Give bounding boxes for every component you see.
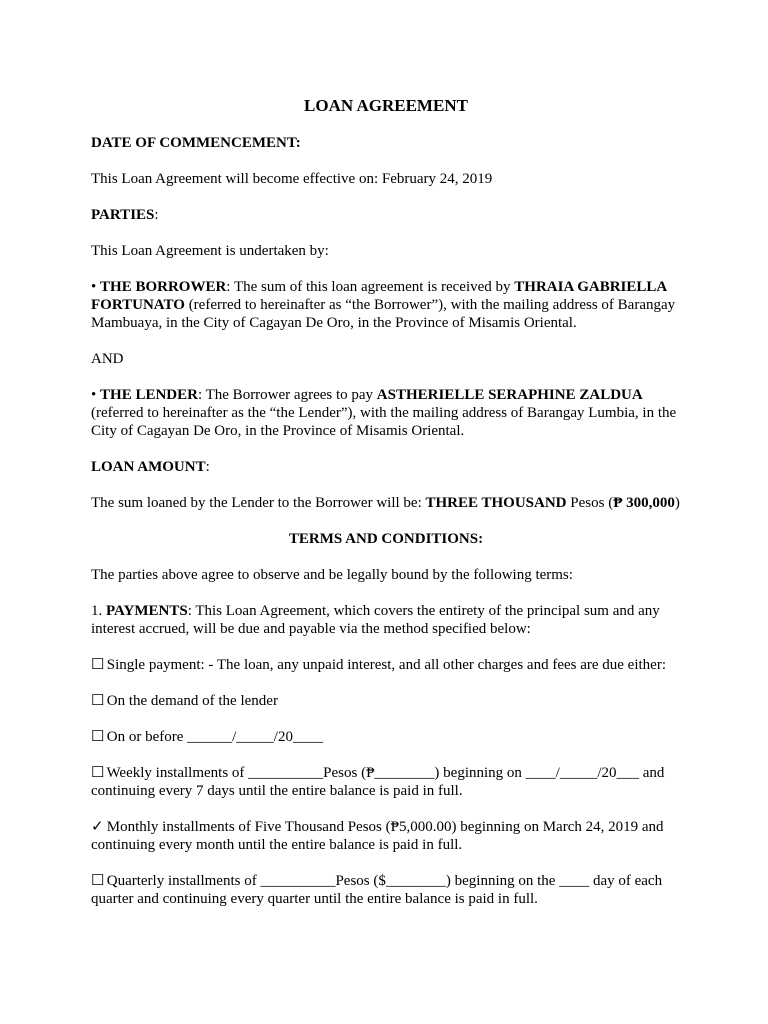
checkbox-unchecked-icon[interactable]: ☐ bbox=[91, 693, 105, 709]
payment-option-single: ☐ Single payment: - The loan, any unpaid interest, and all other charges and fees are due either: bbox=[91, 657, 666, 673]
commencement-heading: DATE OF COMMENCEMENT: bbox=[91, 135, 301, 151]
loan-amount-figure: ₱ 300,000 bbox=[613, 495, 675, 511]
checkbox-unchecked-icon[interactable]: ☐ bbox=[91, 657, 105, 673]
parties-intro: This Loan Agreement is undertaken by: bbox=[91, 243, 329, 259]
loan-amount-text: The sum loaned by the Lender to the Borrower will be: THREE THOUSAND Pesos (₱ 300,000) bbox=[91, 495, 680, 511]
checkbox-unchecked-icon[interactable]: ☐ bbox=[91, 765, 105, 781]
checkbox-unchecked-icon[interactable]: ☐ bbox=[91, 873, 105, 889]
borrower-label: THE BORROWER bbox=[100, 279, 227, 295]
payment-option-monthly: ✓ Monthly installments of Five Thousand Pesos (₱5,000.00) beginning on March 24, 2019 and continuing every month until the entire balance is paid in full. bbox=[91, 819, 664, 853]
checkbox-unchecked-icon[interactable]: ☐ bbox=[91, 729, 105, 745]
borrower-name: THRAIA GABRIELLA FORTUNATO bbox=[91, 279, 667, 313]
checkmark-icon[interactable]: ✓ bbox=[91, 819, 104, 835]
commencement-text: This Loan Agreement will become effective on: February 24, 2019 bbox=[91, 171, 493, 187]
payment-option-quarterly: ☐ Quarterly installments of __________Pesos ($________) beginning on the ____ day of each quarter and continuing every quarter until the entire balance is paid in full. bbox=[91, 873, 663, 907]
terms-intro: The parties above agree to observe and be legally bound by the following terms: bbox=[91, 567, 573, 583]
payment-option-weekly: ☐ Weekly installments of __________Pesos (₱________) beginning on ____/_____/20___ and continuing every 7 days until the entire balance is paid in full. bbox=[91, 765, 665, 799]
lender-paragraph: • THE LENDER: The Borrower agrees to pay ASTHERIELLE SERAPHINE ZALDUA (referred to hereinafter as the “the Lender”), with the mailing address of Barangay Lumbia, in the City of Cagayan De Oro, in the Province of Misamis Oriental. bbox=[91, 387, 677, 439]
terms-heading: TERMS AND CONDITIONS: bbox=[288, 531, 484, 547]
and-separator: AND bbox=[91, 351, 124, 367]
payments-clause: 1. PAYMENTS: This Loan Agreement, which covers the entirety of the principal sum and any interest accrued, will be due and payable via the method specified below: bbox=[91, 603, 660, 637]
borrower-paragraph: • THE BORROWER: The sum of this loan agreement is received by THRAIA GABRIELLA FORTUNATO (referred to hereinafter as “the Borrower”), with the mailing address of Barangay Mambuaya, in the City of Cagayan De Oro, in the Province of Misamis Oriental. bbox=[91, 279, 676, 331]
loan-amount-heading: LOAN AMOUNT: bbox=[91, 459, 210, 475]
payments-label: PAYMENTS bbox=[106, 603, 188, 619]
loan-amount-words: THREE THOUSAND bbox=[425, 495, 567, 511]
document-body bbox=[91, 96, 681, 926]
lender-name: ASTHERIELLE SERAPHINE ZALDUA bbox=[376, 387, 643, 403]
document-title: LOAN AGREEMENT bbox=[304, 96, 468, 115]
parties-heading: PARTIES: bbox=[91, 207, 159, 223]
payment-option-on-demand: ☐ On the demand of the lender bbox=[91, 693, 278, 709]
payment-option-on-date: ☐ On or before ______/_____/20____ bbox=[91, 729, 323, 745]
lender-label: THE LENDER bbox=[100, 387, 198, 403]
